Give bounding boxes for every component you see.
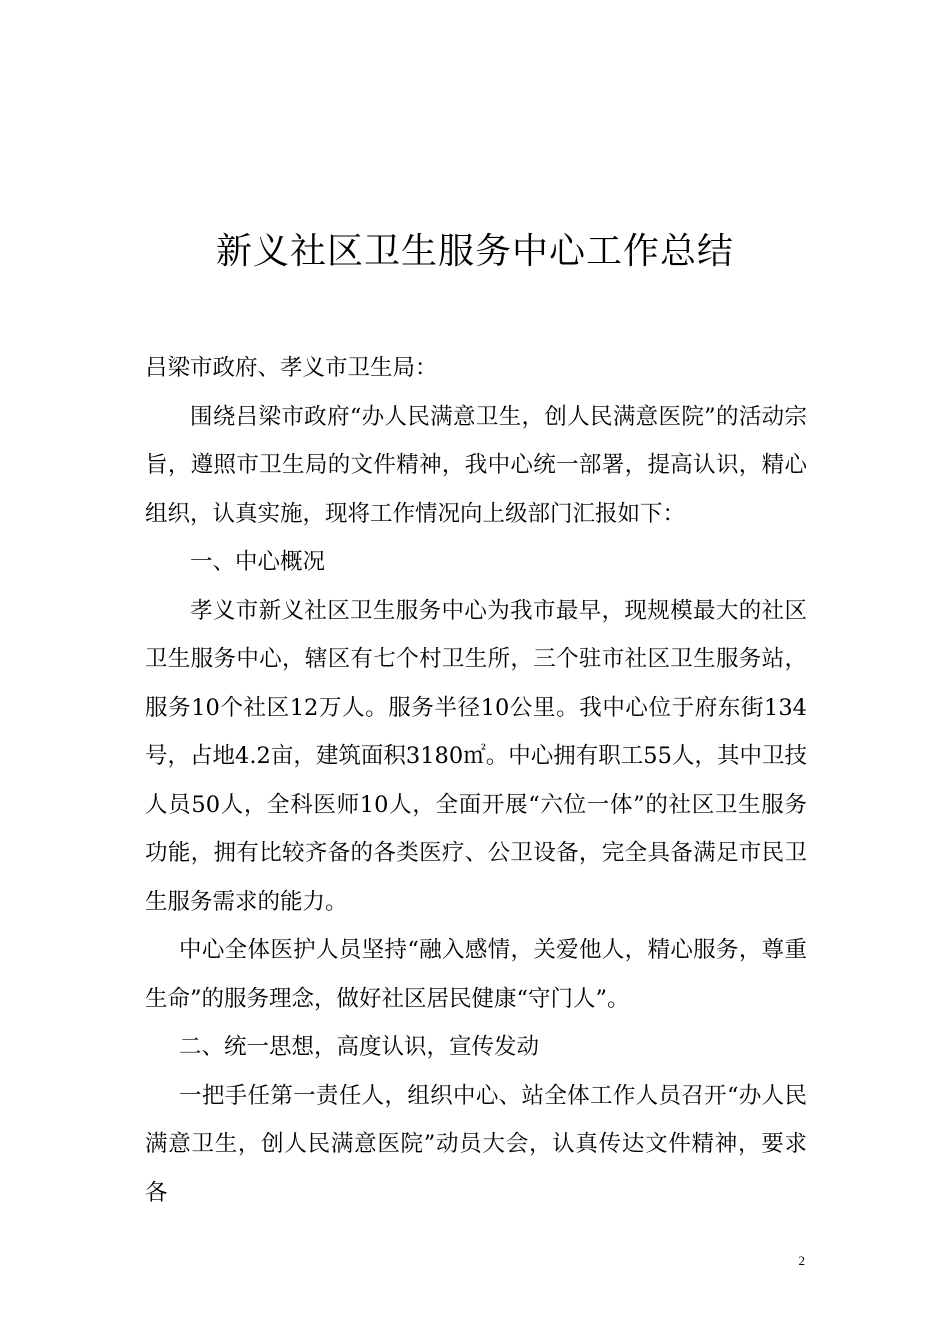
paragraph-intro: 围绕吕梁市政府“办人民满意卫生，创人民满意医院”的活动宗旨，遵照市卫生局的文件精神，我中心统一部署，提高认识，精心组织，认真实施，现将工作情况向上级部门汇报如下： [145, 403, 807, 527]
section-heading-2: 二、统一思想，高度认识，宣传发动 [179, 1034, 540, 1060]
section-heading-1: 一、中心概况 [190, 549, 326, 575]
paragraph-mobilization: 一把手任第一责任人，组织中心、站全体工作人员召开“办人民满意卫生，创人民满意医院”动员大会，认真传达文件精神，要求各 [145, 1082, 807, 1206]
salutation: 吕梁市政府、孝义市卫生局： [145, 355, 438, 381]
document-body [145, 344, 807, 1217]
document-title: 新义社区卫生服务中心工作总结 [215, 231, 734, 272]
paragraph-overview: 孝义市新义社区卫生服务中心为我市最早，现规模最大的社区卫生服务中心，辖区有七个村卫生所，三个驻市社区卫生服务站，服务10个社区12万人。服务半径10公里。我中心位于府东街134号，占地4.2亩，建筑面积3180㎡。中心拥有职工55人，其中卫技人员50人，全科医师10人，全面开展“六位一体”的社区卫生服务功能，拥有比较齐备的各类医疗、公卫设备，完全具备满足市民卫生服务需求的能力。 [145, 597, 807, 915]
paragraph-philosophy: 中心全体医护人员坚持“融入感情，关爱他人，精心服务，尊重生命”的服务理念，做好社区居民健康“守门人”。 [145, 937, 807, 1012]
page-number: 2 [798, 1253, 805, 1268]
